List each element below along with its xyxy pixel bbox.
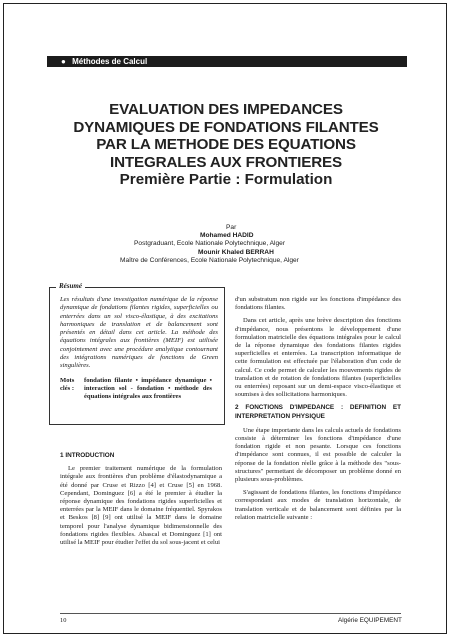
paragraph: S'agissant de fondations filantes, les fonctions d'impédance correspondant aux modes de translation horizontale, de translation verticale et de balancement sont définies par la relation matricielle suivante : — [235, 489, 401, 521]
section-heading: 2 FONCTIONS D'IMPEDANCE : DEFINITION ET INTERPRETATION PHYSIQUE — [235, 404, 401, 420]
paragraph: d'un substratum non rigide sur les fonctions d'impédance des fondations filantes. — [235, 296, 401, 312]
right-column — [235, 296, 401, 527]
page-number: 10 — [60, 617, 67, 624]
left-column — [60, 452, 222, 552]
footer-rule — [60, 613, 401, 614]
author-affiliation: Postgraduant, Ecole Nationale Polytechnique, Alger — [134, 240, 286, 248]
title-line: INTEGRALES AUX FRONTIERES — [110, 153, 342, 171]
paper-title — [20, 101, 432, 189]
paragraph: Le premier traitement numérique de la formulation intégrale aux frontières d'un problème d'élastodynamique a été donné par Cruse et Rizzo [4] et Cruse [5] en 1968. Cependant, Dominguez [6] a été le premier à étudier la réponse dynamique des fondations rigides superficielles et enterrées par la MEIF dans le domaine fréquentiel. Spyrakos et Beskos [8] [9] ont utilisé la MEIF dans le domaine temporel pour l'analyse dynamique bidimensionnelle des fondations rigides flexibles. Abascal et Dominguez [1] ont utilisé la MEIF pour étudier l'effet du sol sous-jacent et celui — [60, 465, 222, 547]
section-label: Méthodes de Calcul — [72, 57, 148, 66]
bullet-icon: ● — [61, 57, 66, 66]
paper-subtitle: Première Partie : Formulation — [119, 171, 333, 188]
keywords-list: fondation filante • impédance dynamique • interaction sol - fondation • méthode des équations intégrales aux frontières — [84, 377, 212, 401]
title-line: DYNAMIQUES DE FONDATIONS FILANTES — [73, 118, 379, 136]
title-line: PAR LA METHODE DES EQUATIONS — [96, 136, 356, 153]
journal-name: Algérie EQUIPEMENT — [338, 617, 402, 624]
keywords-label: Mots clés : — [60, 377, 75, 393]
author-affiliation: Maître de Conférences, Ecole Nationale Polytechnique, Alger — [120, 256, 299, 264]
paragraph: Dans cet article, après une brève description des fonctions d'impédance, nous présentons le développement d'une formulation matricielle des équations intégrales pour le calcul de la réponse dynamique des fondations filantes rigides superficielles et enterrées. La transcription informatique de cette formulation est effectuée par l'élaboration d'un code de calcul. Ce code permet de calculer les mouvements rigides de translation et de rotation de fondations filantes (superficielles ou enterrées) reposant sur un demi-espace visco-élastique et soumises à des sollicitations harmoniques. — [235, 317, 401, 399]
author-name: Mohamed HADID — [200, 232, 254, 240]
section-heading: 1 INTRODUCTION — [60, 452, 115, 459]
title-line: EVALUATION DES IMPEDANCES — [109, 101, 343, 118]
paragraph: Une étape importante dans les calculs actuels de fondations consiste à déterminer les fonctions d'impédance d'une fondation rigide et non pesante. Lorsque ces fonctions d'impédance sont connues, il est possible de calculer la réponse de la fondation réelle grâce à la méthode des "sous-structures" permettant de décomposer un problème donné en plusieurs sous-problèmes. — [235, 426, 401, 484]
keywords — [60, 377, 220, 402]
author-block — [120, 224, 420, 265]
abstract-text: Les résultats d'une investigation numérique de la réponse dynamique de fondations filantes rigides, superficielles ou enterrées dans un sol visco-élastique, à des excitations harmoniques de translation et de balancement sont présentés en détail dans cet article. La méthode des équations intégrales aux frontières (MEIF) est utilisée conjointement avec une procédure analytique contournant des intégrations numériques de fonctions de Green singulières. — [60, 296, 218, 370]
by-label: Par — [226, 224, 237, 231]
abstract-label: Résumé — [56, 282, 85, 291]
author-name: Mounir Khaled BERRAH — [198, 248, 274, 256]
section-header-bar — [47, 56, 407, 67]
